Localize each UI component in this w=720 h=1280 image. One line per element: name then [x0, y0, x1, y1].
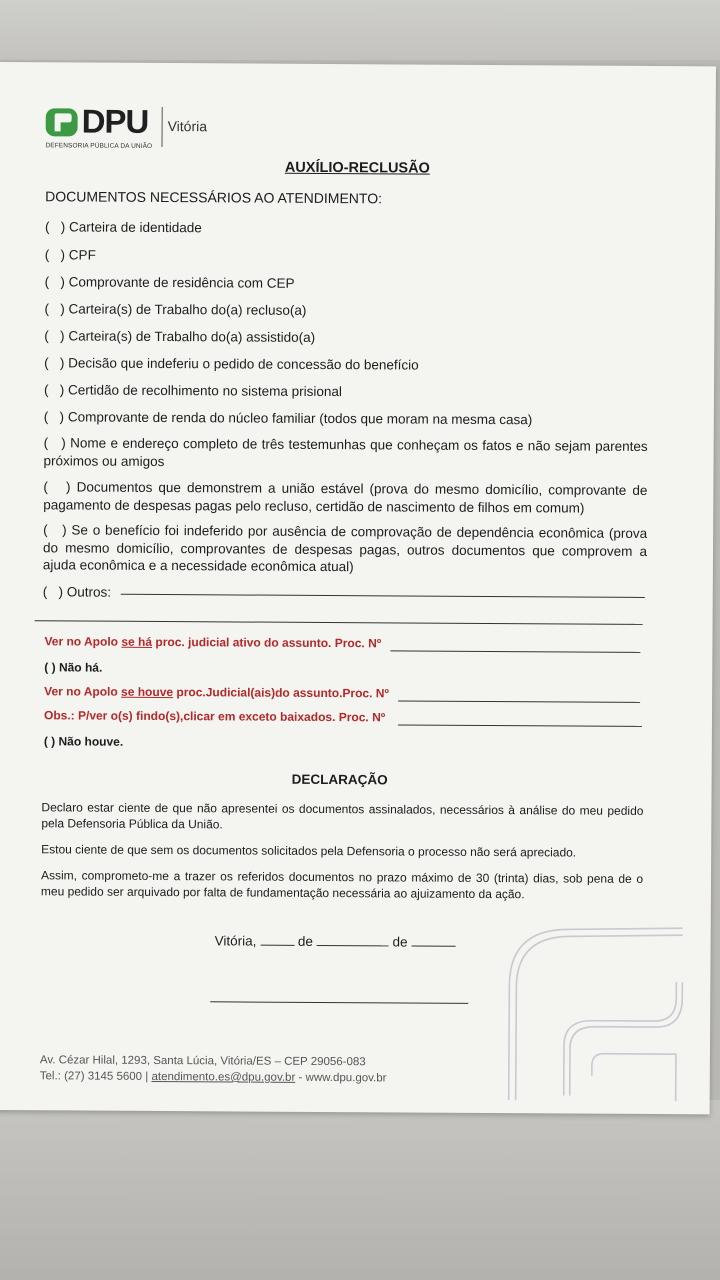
- apolo-active-process: Ver no Apolo se há proc. judicial ativo do assunto. Proc. Nº: [44, 634, 382, 651]
- background-bottom: [0, 1100, 720, 1280]
- document-title: AUXÍLIO-RECLUSÃO: [284, 159, 430, 177]
- past-process-number-line[interactable]: [398, 700, 640, 702]
- footer-email-link[interactable]: atendimento.es@dpu.gov.br: [151, 1070, 296, 1084]
- checkbox[interactable]: ( ): [44, 274, 65, 290]
- logo-text: DPU: [81, 102, 149, 140]
- checklist-item-label: Comprovante de residência com CEP: [68, 274, 295, 291]
- document-page: [0, 62, 716, 1114]
- date-line: Vitória, de de: [215, 932, 456, 949]
- declaracao-title: DECLARAÇÃO: [291, 771, 388, 788]
- checklist-item-label: Decisão que indeferiu o pedido de concessão do benefício: [68, 355, 419, 373]
- checkbox[interactable]: ( ): [43, 522, 67, 538]
- checklist-item: [45, 273, 649, 294]
- checklist-item-label: CPF: [68, 247, 96, 263]
- apolo-obs: Obs.: P/ver o(s) findo(s),clicar em exceto baixados. Proc. Nº: [43, 708, 386, 725]
- outros-fill-line-2[interactable]: [35, 620, 643, 625]
- footer: [40, 1052, 387, 1086]
- checklist-item: [43, 521, 647, 577]
- checklist-item-label: Carteira de identidade: [68, 219, 202, 236]
- checkbox[interactable]: ( ): [43, 382, 65, 398]
- checklist-item: [44, 300, 648, 321]
- logo-city: Vitória: [167, 118, 208, 135]
- logo-divider: [161, 107, 162, 147]
- checklist-item-label: Outros:: [66, 584, 112, 600]
- checklist-item: [45, 246, 649, 267]
- documents-checklist: [42, 218, 649, 600]
- checklist-item-label: Nome e endereço completo de três testemunhas que conheçam os fatos e não sejam parentes próximos ou amigos: [43, 435, 648, 469]
- checkbox[interactable]: ( ): [44, 328, 65, 344]
- footer-contact: Tel.: (27) 3145 5600 | atendimento.es@dpu.gov.br - www.dpu.gov.br: [39, 1070, 387, 1085]
- logo-subtitle: DEFENSORIA PÚBLICA DA UNIÃO: [45, 142, 153, 150]
- checklist-item: [44, 381, 648, 402]
- declaracao-paragraph-3: Assim, comprometo-me a trazer os referidos documentos no prazo máximo de 30 (trinta) dias, sob pena de o meu pedido ser arquivado por falta de fundamentação necessária ao ajuizamento da ação.: [40, 868, 644, 901]
- checklist-item: [45, 218, 649, 239]
- declaracao-paragraph-2: Estou ciente de que sem os documentos solicitados pela Defensoria o processo não será apreciado.: [41, 842, 577, 860]
- checklist-item: [44, 354, 648, 375]
- checklist-item: [43, 478, 647, 517]
- month-blank[interactable]: [317, 933, 389, 946]
- apolo-past-process: Ver no Apolo se houve proc.Judicial(ais)do assunto.Proc. Nº: [44, 684, 389, 701]
- checkbox[interactable]: ( ): [43, 435, 66, 451]
- declaracao-paragraph-1: Declaro estar ciente de que não apresentei os documentos assinalados, necessários à análise do meu pedido pela Defensoria Pública da União.: [41, 800, 644, 831]
- checklist-item: [44, 434, 648, 473]
- obs-process-number-line[interactable]: [398, 724, 642, 726]
- dpu-logo: [45, 102, 225, 153]
- dpu-logo-icon: [46, 106, 80, 138]
- active-process-number-line[interactable]: [390, 650, 640, 653]
- checkbox[interactable]: ( ): [42, 584, 64, 600]
- footer-address: Av. Cézar Hilal, 1293, Santa Lúcia, Vitória/ES – CEP 29056-083: [39, 1054, 366, 1069]
- checklist-item-label: Comprovante de renda do núcleo familiar (todos que moram na mesma casa): [67, 409, 533, 428]
- checklist-item-label: Certidão de recolhimento no sistema prisional: [67, 382, 342, 400]
- nao-ha-option[interactable]: ( ) Não há.: [44, 660, 103, 675]
- nao-houve-option[interactable]: ( ) Não houve.: [43, 734, 124, 749]
- checklist-item-label: Carteira(s) de Trabalho do(a) recluso(a): [68, 301, 307, 318]
- day-blank[interactable]: [260, 933, 294, 946]
- checklist-item-label: Documentos que demonstrem a união estável (prova do mesmo domicílio, comprovante de pagamento de despesas pagas pelo recluso, certidão de nascimento de filhos em comum): [43, 479, 648, 516]
- checkbox[interactable]: ( ): [44, 247, 66, 263]
- checkbox[interactable]: ( ): [43, 479, 71, 495]
- checklist-item: [44, 408, 648, 429]
- background-top: [0, 0, 720, 60]
- year-blank[interactable]: [411, 934, 455, 947]
- checklist-item-label: Se o benefício foi indeferido por ausência de comprovação de dependência econômica (prova do mesmo domicílio, comprovantes de despesas pagas, outros documentos que comprovem a ajuda econômica e a necessidade econômica atual): [42, 522, 648, 575]
- checklist-item-label: Carteira(s) de Trabalho do(a) assistido(a): [68, 328, 316, 345]
- checklist-item: [44, 327, 648, 348]
- checkbox[interactable]: ( ): [44, 219, 66, 235]
- docs-header: DOCUMENTOS NECESSÁRIOS AO ATENDIMENTO:: [45, 188, 383, 207]
- checkbox[interactable]: ( ): [44, 355, 65, 371]
- dpu-watermark-icon: [504, 925, 685, 1106]
- signature-line[interactable]: [210, 1001, 468, 1004]
- checkbox[interactable]: ( ): [44, 301, 65, 317]
- checkbox[interactable]: ( ): [43, 409, 65, 425]
